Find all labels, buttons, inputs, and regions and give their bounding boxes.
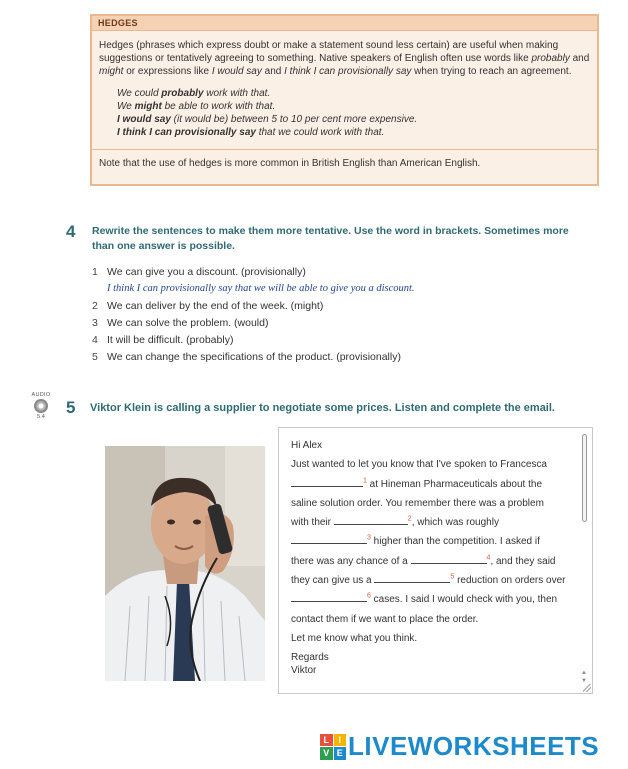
email-scrollbar[interactable] [580,430,590,691]
list-item: 2 We can deliver by the end of the week. (might) [92,300,324,312]
liveworksheets-logo[interactable] [320,731,599,762]
gap-input-1[interactable] [291,475,363,487]
logo-text: LIVEWORKSHEETS [348,731,600,761]
email-panel[interactable] [278,427,593,694]
gap-input-3[interactable] [291,532,367,544]
example-answer: I think I can provisionally say that we will be able to give you a discount. [107,283,415,294]
email-line: $^3$ higher than the competition. I asked if [291,532,571,551]
exercise-4-list [92,266,572,368]
email-line: there was any chance of a $^4$, and they said [291,552,571,571]
photo-illustration [105,446,265,681]
list-item: 1 We can give you a discount. (provisionally) [92,266,306,278]
hedges-example: I would say (it would be) between 5 to 10 per cent more expensive. [117,114,418,125]
audio-disc-icon[interactable] [34,399,48,413]
gap-number: 3 [367,535,371,543]
gap-input-2[interactable] [334,513,408,525]
hedges-examples [99,87,590,139]
audio-track: 5.4 [37,414,45,420]
scroll-up-icon[interactable]: ▲ [581,670,587,676]
logo-letter: L [320,734,333,747]
email-line: $^1$ at Hineman Pharmaceuticals about the [291,475,571,494]
scrollbar-thumb[interactable] [582,434,587,522]
list-item: 5 We can change the specifications of the product. (provisionally) [92,351,401,363]
logo-letter: E [334,747,347,760]
email-text [291,436,571,677]
email-line: contact them if we want to place the order. [291,613,479,625]
email-line: with their $^2$, which was roughly [291,513,571,532]
hedges-heading: HEDGES [92,16,597,31]
gap-number: 1 [363,477,367,485]
logo-letter: V [320,747,333,760]
gap-number: 2 [407,515,412,523]
logo-letter: I [334,734,347,747]
gap-input-6[interactable] [291,590,367,602]
audio-badge[interactable] [30,392,52,420]
exercise-5-number: 5 [66,398,76,417]
businessman-phone-photo [105,446,265,681]
email-line: they can give us a $^5$ reduction on orders over [291,571,571,590]
scroll-down-icon[interactable]: ▼ [581,678,587,684]
resize-grip-icon[interactable] [583,684,591,692]
hedges-body [92,31,597,170]
audio-label: AUDIO [31,392,51,398]
gap-input-4[interactable] [411,552,487,564]
exercise-5-instruction: Viktor Klein is calling a supplier to negotiate some prices. Listen and complete the email. [90,402,555,414]
exercise-4-number: 4 [66,222,76,241]
email-signoff: Regards [291,652,329,664]
list-item: 3 We can solve the problem. (would) [92,317,269,329]
gap-input-5[interactable] [374,571,450,583]
logo-mark-icon [320,734,346,760]
hedges-box [90,14,599,186]
hedges-example: We could probably work with that. [117,88,271,99]
email-line: Just wanted to let you know that I've spoken to Francesca [291,459,547,471]
exercise-4-instruction: Rewrite the sentences to make them more tentative. Use the word in brackets. Sometimes more than one answer is possible. [92,225,569,252]
email-line: $^6$ cases. I said I would check with you, then [291,590,571,609]
hedges-note: Note that the use of hedges is more common in British English than American English. [92,149,597,170]
email-line: saline solution order. You remember there was a problem [291,497,544,509]
gap-number: 4 [486,554,491,562]
hedges-example: I think I can provisionally say that we could work with that. [117,127,385,138]
hedges-intro: Hedges (phrases which express doubt or make a statement sound less certain) are useful when making suggestions or tentatively agreeing to something. Native speakers of English often use words like probably and might or expressions like I would say and I think I can provisionally say when trying to reach an agreement. [99,40,590,77]
gap-number: 6 [367,593,371,601]
hedges-example: We might be able to work with that. [117,101,276,112]
email-line: Let me know what you think. [291,632,418,644]
list-item: 4 It will be difficult. (probably) [92,334,234,346]
gap-number: 5 [450,573,455,581]
email-signature: Viktor [291,665,317,677]
email-greeting: Hi Alex [291,440,323,451]
